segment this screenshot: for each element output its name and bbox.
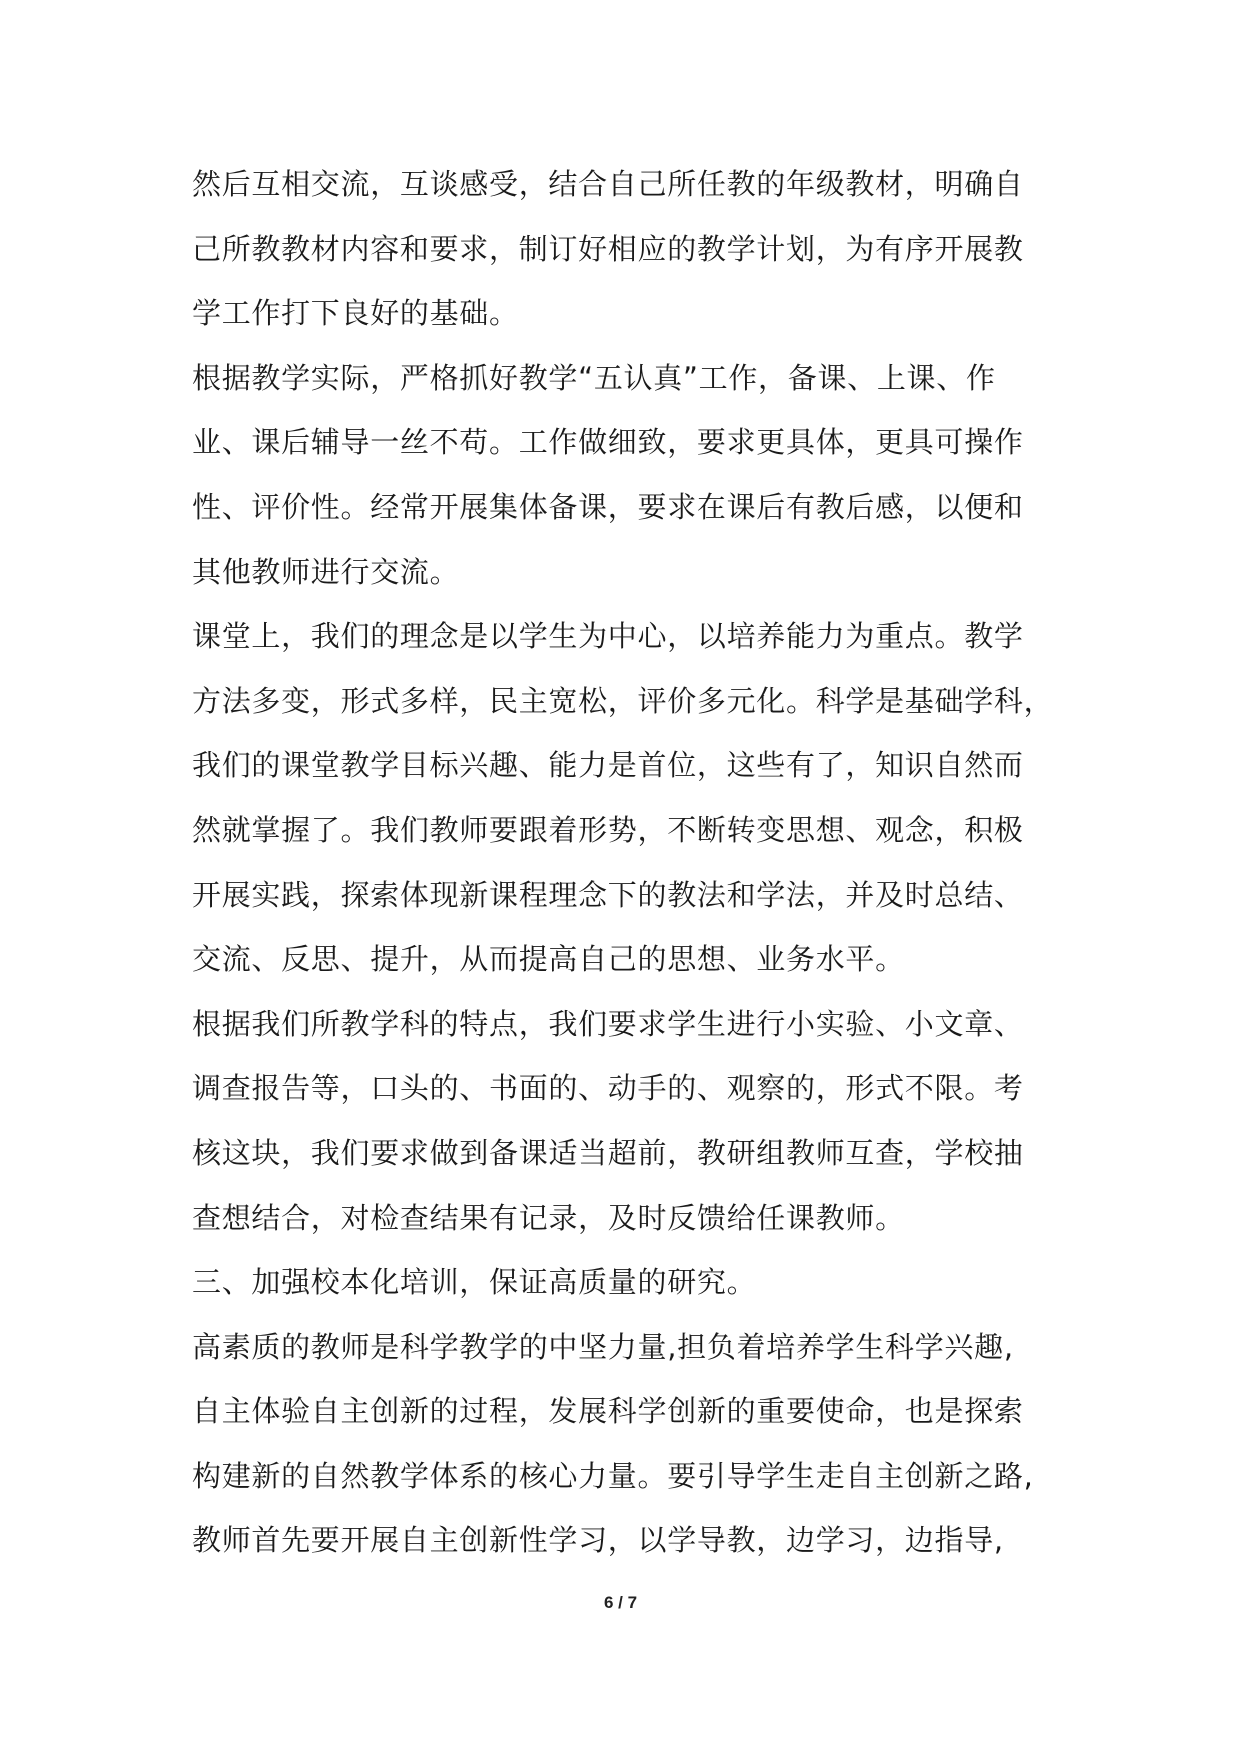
text-line: 根据我们所教学科的特点，我们要求学生进行小实验、小文章、 bbox=[192, 1006, 1024, 1041]
text-line: 核这块，我们要求做到备课适当超前，教研组教师互查，学校抽 bbox=[192, 1135, 1024, 1170]
text-line: 自主体验自主创新的过程，发展科学创新的重要使命，也是探索 bbox=[192, 1394, 1024, 1429]
document-body bbox=[192, 152, 1072, 1573]
text-line: 开展实践，探索体现新课程理念下的教法和学法，并及时总结、 bbox=[192, 877, 1024, 912]
page-number: 6 / 7 bbox=[603, 1593, 638, 1612]
text-line: 其他教师进行交流。 bbox=[192, 554, 460, 589]
text-line: 调查报告等，口头的、书面的、动手的、观察的，形式不限。考 bbox=[192, 1071, 1024, 1106]
text-line: 构建新的自然教学体系的核心力量。要引导学生走自主创新之路, bbox=[192, 1458, 1034, 1493]
text-line: 性、评价性。经常开展集体备课，要求在课后有教后感，以便和 bbox=[192, 489, 1024, 524]
text-line: 根据教学实际，严格抓好教学“五认真”工作，备课、上课、作 bbox=[192, 360, 996, 395]
text-line: 课堂上，我们的理念是以学生为中心，以培养能力为重点。教学 bbox=[192, 619, 1024, 654]
text-line: 业、课后辅导一丝不苟。工作做细致，要求更具体，更具可操作 bbox=[192, 425, 1024, 460]
text-line: 然就掌握了。我们教师要跟着形势，不断转变思想、观念，积极 bbox=[192, 812, 1024, 847]
text-line: 然后互相交流，互谈感受，结合自己所任教的年级教材，明确自 bbox=[192, 167, 1024, 201]
text-line: 方法多变，形式多样，民主宽松，评价多元化。科学是基础学科， bbox=[192, 683, 1054, 718]
text-line: 学工作打下良好的基础。 bbox=[192, 296, 519, 331]
text-line: 教师首先要开展自主创新性学习，以学导教，边学习，边指导, bbox=[192, 1523, 1004, 1558]
text-line: 高素质的教师是科学教学的中坚力量,担负着培养学生科学兴趣, bbox=[192, 1329, 1014, 1364]
text-line: 己所教教材内容和要求，制订好相应的教学计划，为有序开展教 bbox=[192, 231, 1024, 266]
text-line: 查想结合，对检查结果有记录，及时反馈给任课教师。 bbox=[192, 1200, 905, 1235]
text-line: 我们的课堂教学目标兴趣、能力是首位，这些有了，知识自然而 bbox=[192, 748, 1024, 783]
section-heading: 三、加强校本化培训，保证高质量的研究。 bbox=[192, 1265, 757, 1300]
text-line: 交流、反思、提升，从而提高自己的思想、业务水平。 bbox=[192, 942, 905, 977]
